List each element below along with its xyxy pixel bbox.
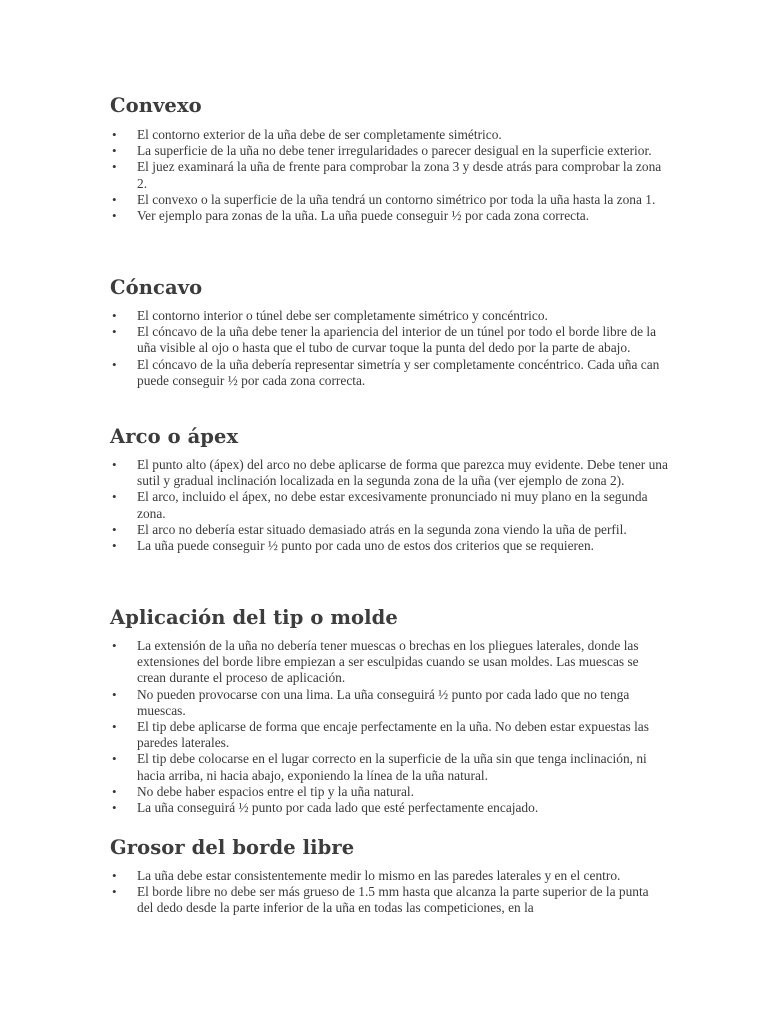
bullet-icon: •	[112, 308, 117, 323]
list-item-text: La superficie de la uña no debe tener irregularidades o parecer desigual en la superficie exterior.	[137, 143, 652, 159]
bullet-icon: •	[112, 208, 117, 224]
list-item	[0, 127, 768, 143]
list-item-text: El tip debe aplicarse de forma que encaje perfectamente en la uña. No deben estar expuestas las paredes laterales.	[137, 719, 649, 751]
bullet-icon: •	[112, 143, 117, 159]
bullet-list	[0, 127, 768, 224]
list-item	[0, 784, 768, 800]
bullet-icon: •	[112, 191, 117, 207]
list-item-text: No pueden provocarse con una lima. La uña conseguirá ½ punto por cada lado que no tenga muescas.	[137, 686, 630, 718]
bullet-icon: •	[112, 800, 117, 816]
list-item	[0, 719, 768, 751]
list-item	[0, 159, 768, 191]
list-item	[0, 638, 768, 687]
list-item	[0, 324, 768, 356]
bullet-icon: •	[112, 159, 117, 175]
bullet-icon: •	[112, 638, 117, 653]
list-item	[0, 143, 768, 159]
list-item-text: El juez examinará la uña de frente para comprobar la zona 3 y desde atrás para comprobar la zona 2.	[137, 159, 662, 191]
bullet-list	[0, 308, 768, 389]
bullet-list	[0, 638, 768, 816]
list-item-text: El punto alto (ápex) del arco no debe aplicarse de forma que parezca muy evidente. Debe tener una sutil y gradual inclinación localizada en la segunda zona de la uña (ver ejemplo de zona 2).	[137, 457, 668, 489]
list-item-text: El arco no debería estar situado demasiado atrás en la segunda zona viendo la uña de perfil.	[137, 521, 627, 537]
bullet-icon: •	[112, 489, 117, 505]
section-heading: Convexo	[110, 94, 202, 117]
bullet-icon: •	[112, 521, 117, 537]
bullet-icon: •	[112, 127, 117, 142]
bullet-icon: •	[112, 324, 117, 340]
list-item-text: La uña debe estar consistentemente medir lo mismo en las paredes laterales y en el centro.	[137, 868, 621, 883]
list-item-text: La extensión de la uña no debería tener muescas o brechas en los pliegues laterales, donde las extensiones del borde libre empiezan a ser esculpidas cuando se usan moldes. Las muescas se crean durante el proceso de aplicación.	[137, 638, 639, 686]
list-item-text: La uña conseguirá ½ punto por cada lado que esté perfectamente encajado.	[137, 800, 539, 816]
bullet-list	[0, 457, 768, 554]
list-item-text: El contorno interior o túnel debe ser completamente simétrico y concéntrico.	[137, 308, 548, 323]
bullet-icon: •	[112, 751, 117, 767]
list-item	[0, 457, 768, 489]
list-item	[0, 538, 768, 554]
list-item-text: El cóncavo de la uña debe tener la apariencia del interior de un túnel por todo el borde libre de la uña visible al ojo o hasta que el tubo de curvar toque la punta del dedo por la parte de abajo.	[137, 324, 657, 356]
list-item-text: La uña puede conseguir ½ punto por cada uno de estos dos criterios que se requieren.	[137, 538, 594, 554]
bullet-icon: •	[112, 884, 117, 900]
bullet-icon: •	[112, 783, 117, 799]
bullet-icon: •	[112, 356, 117, 372]
list-item	[0, 687, 768, 719]
list-item	[0, 884, 768, 916]
list-item	[0, 522, 768, 538]
section-heading: Aplicación del tip o molde	[110, 606, 398, 629]
list-item-text: El tip debe colocarse en el lugar correcto en la superficie de la uña sin que tenga inclinación, ni hacia arriba, ni hacia abajo, exponiendo la línea de la uña natural.	[137, 751, 647, 783]
list-item	[0, 208, 768, 224]
list-item-text: El borde libre no debe ser más grueso de 1.5 mm hasta que alcanza la parte superior de la punta del dedo desde la parte inferior de la uña en todas las competiciones, en la	[137, 884, 649, 916]
list-item-text: El arco, incluido el ápex, no debe estar excesivamente pronunciado ni muy plano en la segunda zona.	[137, 489, 648, 521]
section-heading: Arco o ápex	[110, 425, 239, 448]
bullet-icon: •	[112, 538, 117, 554]
list-item	[0, 192, 768, 208]
bullet-icon: •	[112, 868, 117, 883]
list-item	[0, 489, 768, 521]
list-item-text: El cóncavo de la uña debería representar simetría y ser completamente concéntrico. Cada uña can puede conseguir ½ por cada zona correcta.	[137, 356, 660, 388]
list-item	[0, 751, 768, 783]
list-item	[0, 308, 768, 324]
bullet-icon: •	[112, 457, 117, 472]
list-item	[0, 868, 768, 884]
list-item-text: Ver ejemplo para zonas de la uña. La uña puede conseguir ½ por cada zona correcta.	[137, 208, 590, 224]
section-heading: Cóncavo	[110, 276, 203, 299]
list-item	[0, 800, 768, 816]
section-heading: Grosor del borde libre	[110, 836, 355, 859]
list-item	[0, 357, 768, 389]
list-item-text: El convexo o la superficie de la uña tendrá un contorno simétrico por toda la uña hasta la zona 1.	[137, 191, 656, 207]
bullet-icon: •	[112, 686, 117, 702]
list-item-text: El contorno exterior de la uña debe de ser completamente simétrico.	[137, 127, 502, 142]
bullet-icon: •	[112, 719, 117, 735]
list-item-text: No debe haber espacios entre el tip y la uña natural.	[137, 783, 414, 799]
bullet-list	[0, 868, 768, 917]
